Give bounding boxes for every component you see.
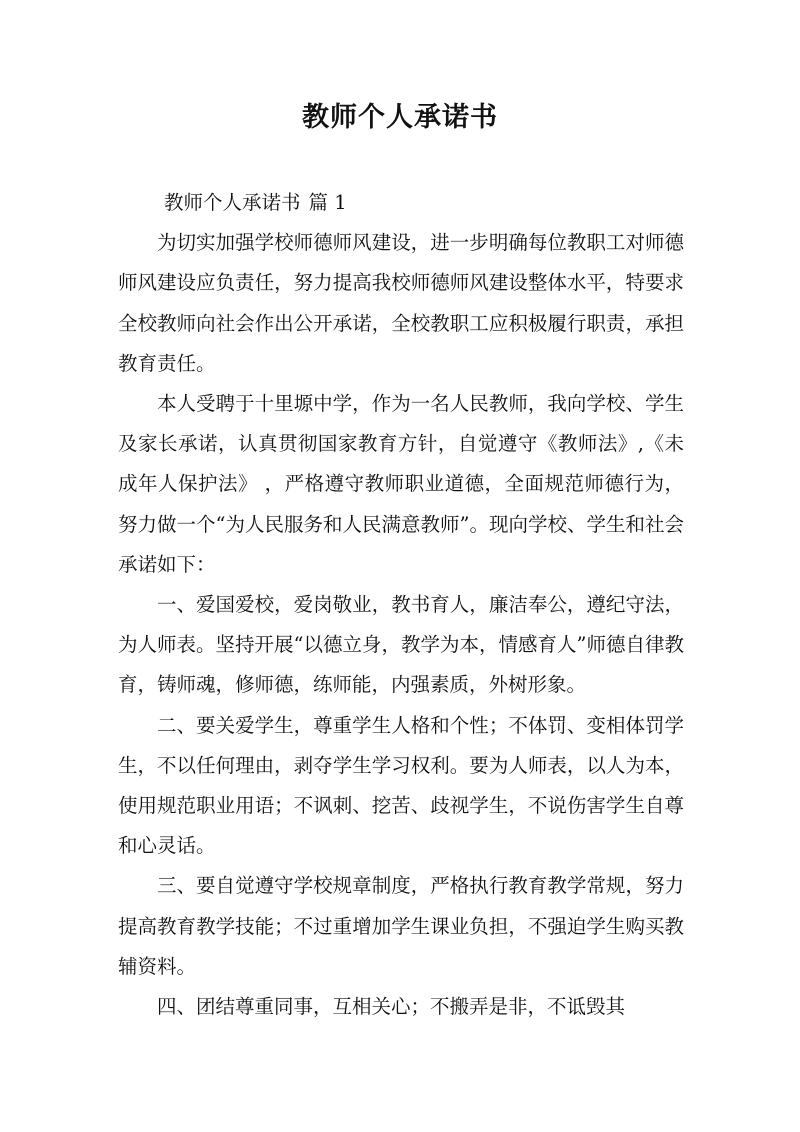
paragraph-item-2: 二、要关爱学生，尊重学生人格和个性；不体罚、变相体罚学生，不以任何理由，剥夺学生学习权利。要为人师表，以人为本，使用规范职业用语；不讽刺、挖苦、歧视学生，不说伤害学生自尊和心灵话。 xyxy=(118,713,684,858)
section-heading-label: 教师个人承诺书 xyxy=(164,191,301,214)
document-body xyxy=(118,183,684,1027)
paragraph-intro: 为切实加强学校师德师风建设，进一步明确每位教职工对师德师风建设应负责任，努力提高我校师德师风建设整体水平，特要求全校教师向社会作出公开承诺，全校教职工应积极履行职责，承担教育责任。 xyxy=(118,231,684,375)
document-title: 教师个人承诺书 xyxy=(302,102,498,133)
paragraph-pledge-statement: 本人受聘于十里塬中学，作为一名人民教师，我向学校、学生及家长承诺，认真贯彻国家教育方针，自觉遵守《教师法》,《未成年人保护法》 ，严格遵守教师职业道德，全面规范师德行为，努力做一个“为人民服务和人民满意教师”。现向学校、学生和社会承诺如下： xyxy=(118,392,684,576)
section-heading-number: 篇 1 xyxy=(308,191,347,214)
paragraph-item-1: 一、爱国爱校，爱岗敬业，教书育人，廉洁奉公，遵纪守法，为人师表。坚持开展“以德立身，教学为本，情感育人”师德自律教育，铸师魂，修师德，练师能，内强素质，外树形象。 xyxy=(118,593,684,697)
paragraph-item-3: 三、要自觉遵守学校规章制度，严格执行教育教学常规，努力提高教育教学技能；不过重增加学生课业负担，不强迫学生购买教辅资料。 xyxy=(118,874,684,978)
paragraph-item-4: 四、团结尊重同事，互相关心；不搬弄是非，不诋毁其 xyxy=(157,995,626,1019)
section-heading xyxy=(118,183,684,223)
